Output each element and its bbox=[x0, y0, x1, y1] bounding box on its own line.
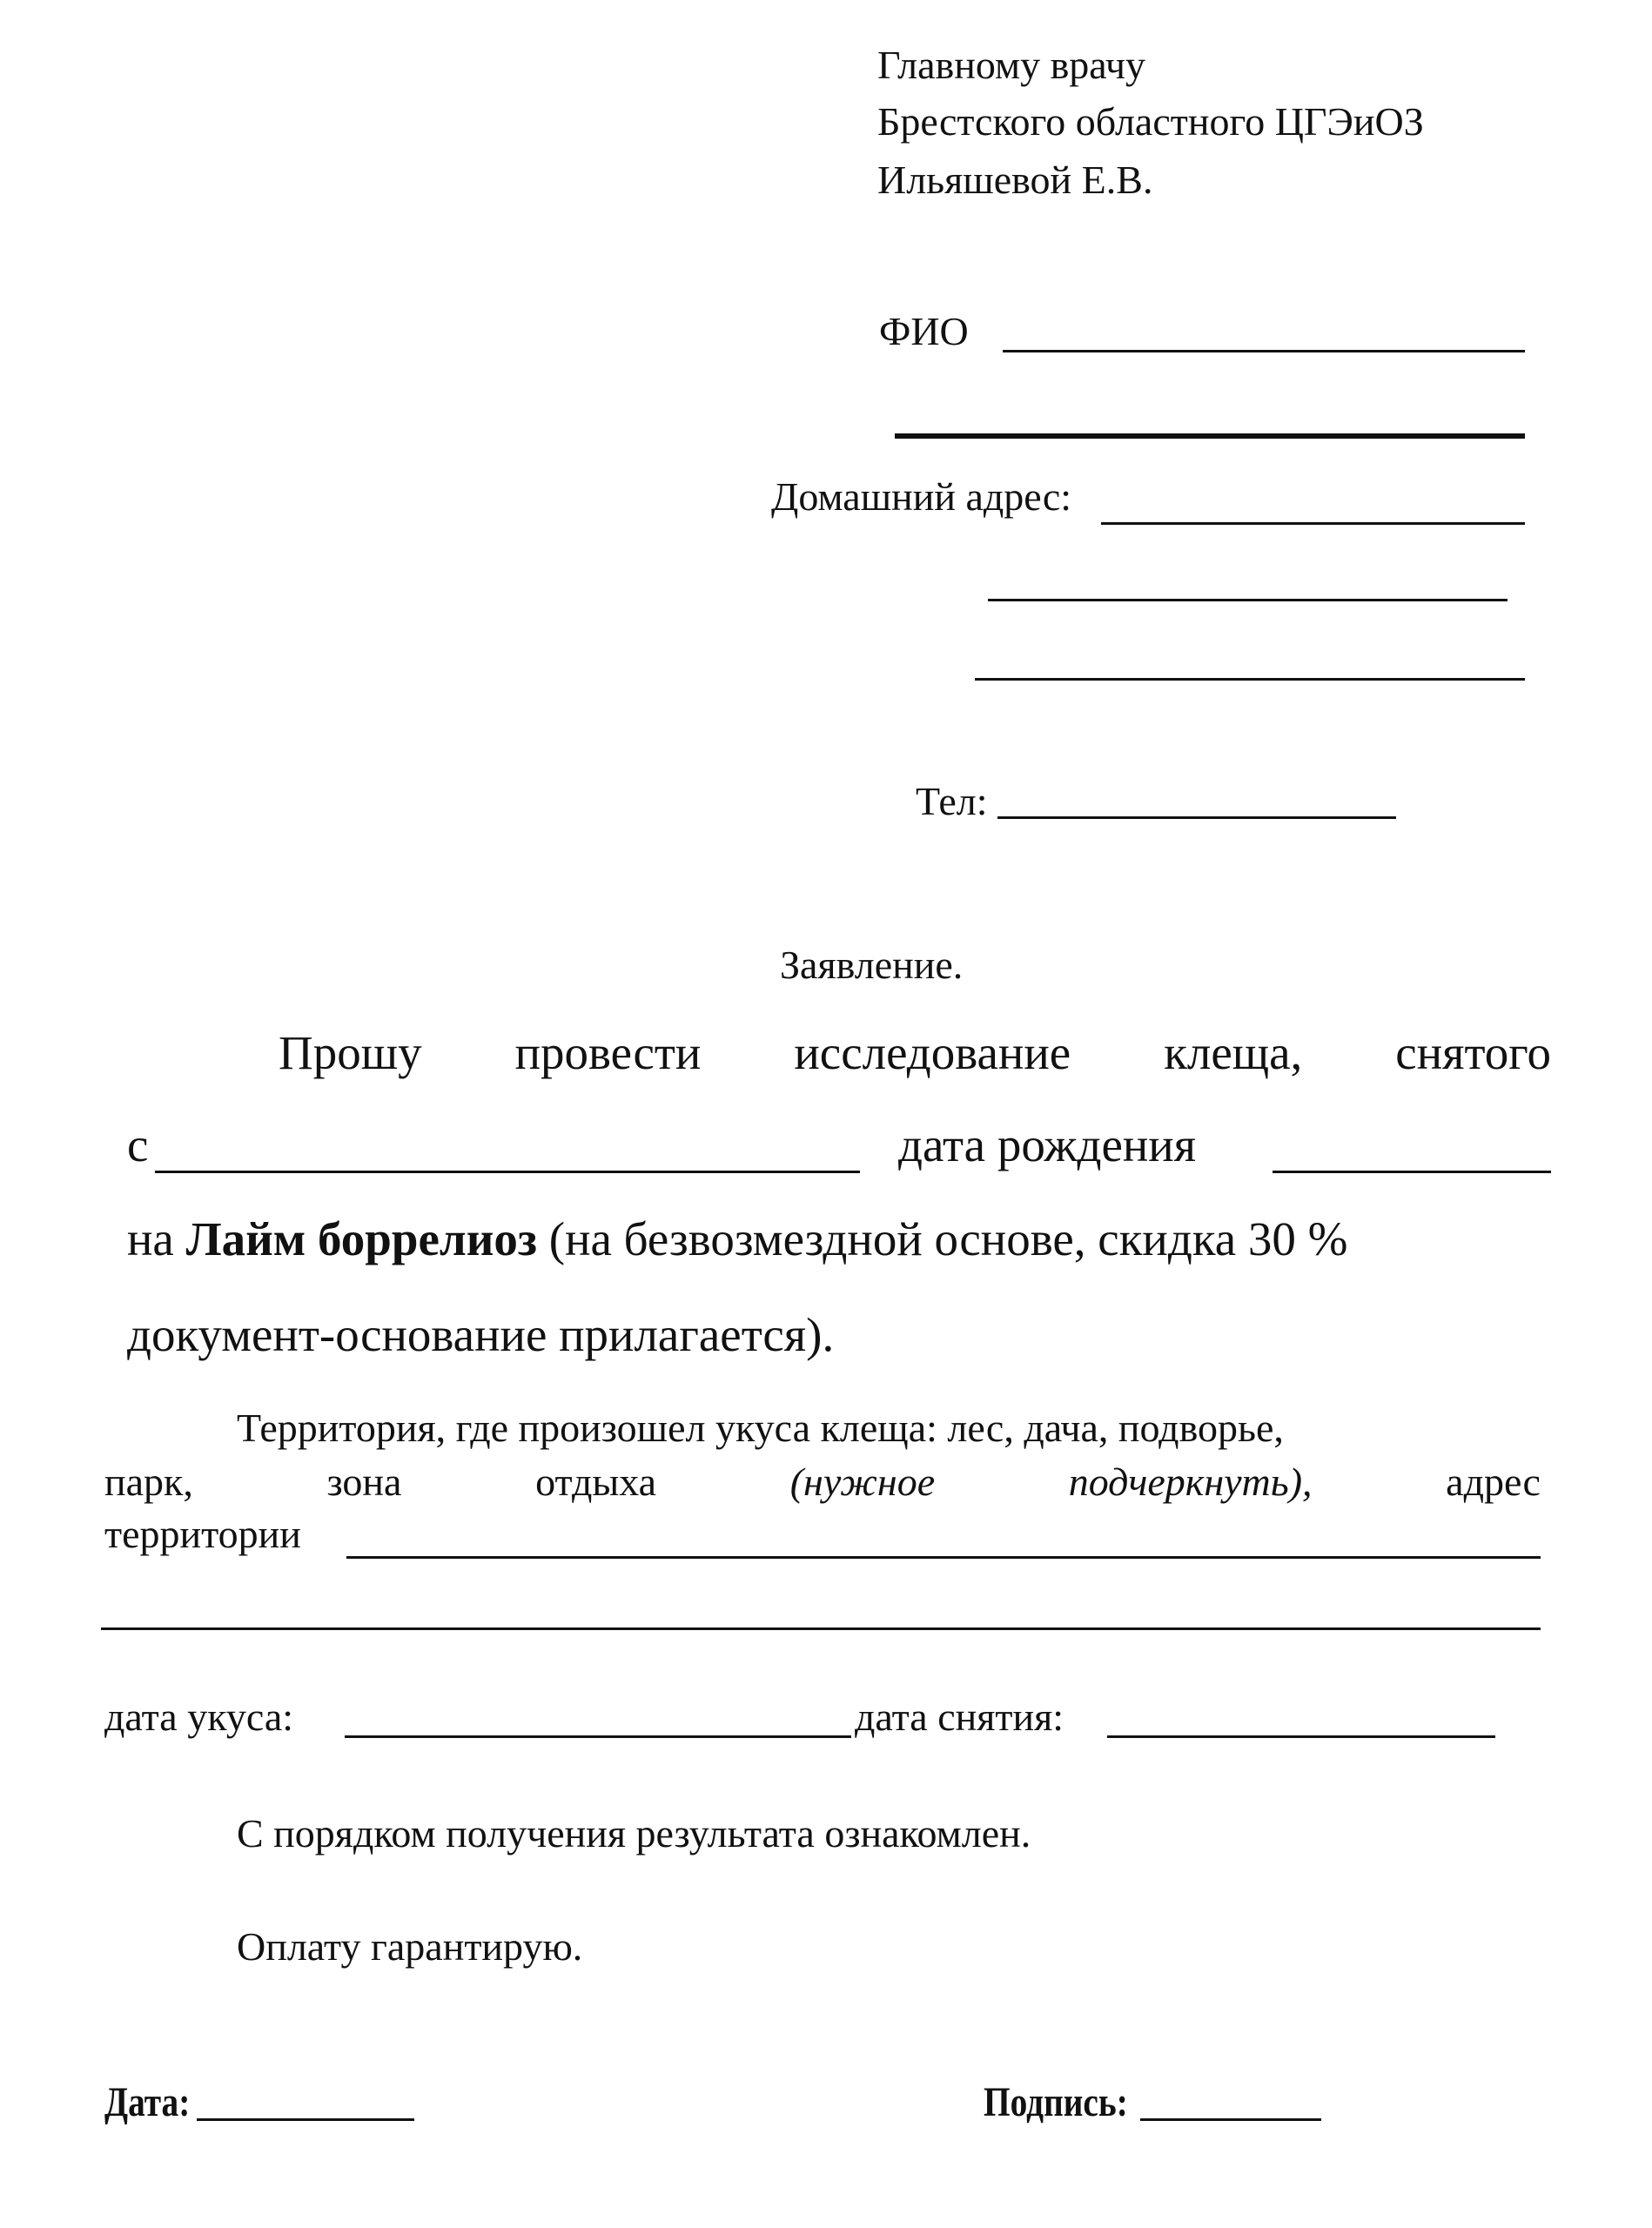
fio-field-line-2[interactable] bbox=[895, 433, 1525, 439]
territory-address-label: территории bbox=[104, 1512, 301, 1556]
request-terms: (на безвозмездной основе, скидка 30 % bbox=[548, 1212, 1348, 1265]
territory-address-field-line-2[interactable] bbox=[101, 1627, 1541, 1630]
fio-label: ФИО bbox=[879, 309, 969, 353]
removal-date-label: дата снятия: bbox=[855, 1694, 1064, 1739]
addressee-line-1: Главному врачу bbox=[877, 43, 1146, 87]
territory-word: зона bbox=[326, 1460, 402, 1504]
from-prefix: с bbox=[127, 1118, 149, 1171]
removal-date-field[interactable] bbox=[1107, 1735, 1495, 1738]
territory-word: адрес bbox=[1446, 1460, 1541, 1504]
payment-statement: Оплату гарантирую. bbox=[237, 1924, 583, 1969]
date-label: Дата: bbox=[104, 2079, 191, 2125]
bite-date-label: дата укуса: bbox=[104, 1694, 294, 1739]
bite-date-field[interactable] bbox=[345, 1735, 851, 1738]
request-word: Прошу bbox=[279, 1026, 422, 1079]
fio-field[interactable] bbox=[1003, 350, 1525, 352]
removed-from-field[interactable] bbox=[155, 1171, 860, 1173]
acknowledged-statement: С порядком получения результата ознакомлен. bbox=[237, 1811, 1031, 1856]
request-line-3 bbox=[127, 1212, 1348, 1265]
request-word: снятого bbox=[1395, 1026, 1551, 1079]
territory-line-2 bbox=[104, 1462, 1541, 1502]
territory-word: (нужное bbox=[789, 1460, 936, 1504]
document-title: Заявление. bbox=[780, 943, 964, 987]
home-address-field[interactable] bbox=[1101, 522, 1525, 525]
request-word: клеща, bbox=[1164, 1026, 1303, 1079]
request-word: провести bbox=[514, 1026, 702, 1079]
territory-line-1: Территория, где произошел укуса клеща: лес, дача, подворье, bbox=[237, 1406, 1284, 1450]
request-word: исследование bbox=[794, 1026, 1071, 1079]
birth-date-field[interactable] bbox=[1273, 1171, 1551, 1173]
territory-word: подчеркнуть), bbox=[1068, 1460, 1313, 1504]
territory-word: парк, bbox=[104, 1460, 193, 1504]
signature-field[interactable] bbox=[1140, 2118, 1321, 2121]
signature-label: Подпись: bbox=[984, 2079, 1128, 2125]
date-field[interactable] bbox=[197, 2118, 414, 2121]
territory-address-field[interactable] bbox=[346, 1556, 1541, 1559]
addressee-line-3: Ильяшевой Е.В. bbox=[877, 158, 1153, 202]
home-address-field-line-3[interactable] bbox=[975, 678, 1525, 681]
request-on: на bbox=[127, 1212, 174, 1265]
phone-label: Тел: bbox=[916, 779, 988, 823]
home-address-field-line-2[interactable] bbox=[988, 599, 1508, 601]
birth-date-label: дата рождения bbox=[898, 1118, 1197, 1171]
territory-word: отдыха bbox=[535, 1460, 657, 1504]
addressee-line-2: Брестского областного ЦГЭиОЗ bbox=[877, 99, 1424, 144]
phone-field[interactable] bbox=[997, 816, 1396, 819]
home-address-label: Домашний адрес: bbox=[771, 474, 1072, 519]
request-line-1 bbox=[279, 1026, 1551, 1079]
disease-name: Лайм боррелиоз bbox=[185, 1212, 538, 1265]
request-line-4: документ-основание прилагается). bbox=[127, 1308, 835, 1361]
